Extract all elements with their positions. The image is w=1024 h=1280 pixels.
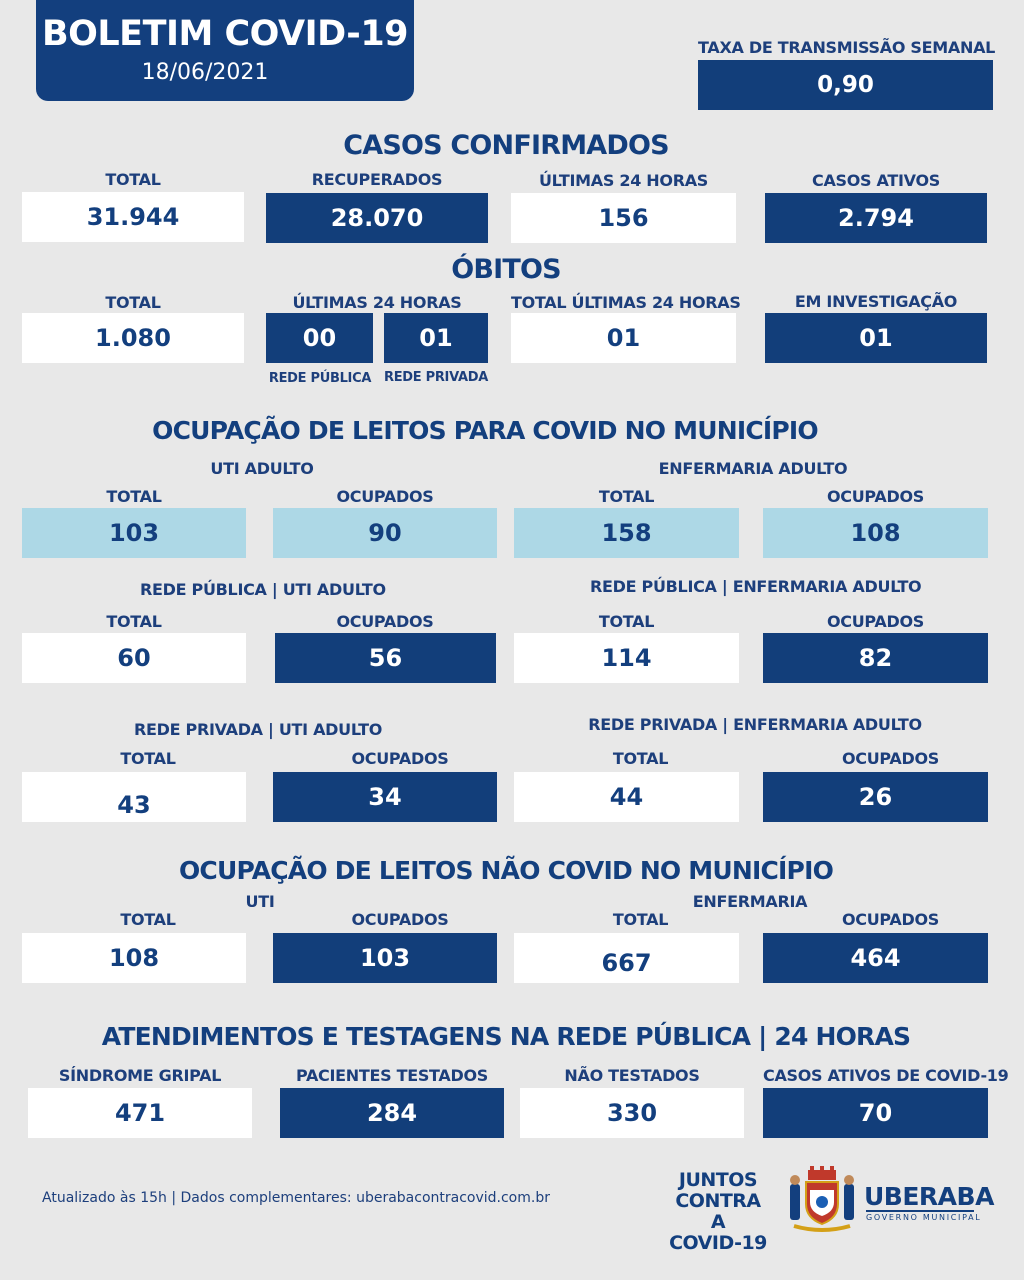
pub-uti-ocupados-label: OCUPADOS bbox=[336, 612, 434, 631]
casos-total-value: 31.944 bbox=[22, 192, 244, 242]
coat-of-arms-icon bbox=[786, 1166, 858, 1234]
city-subtitle: GOVERNO MUNICIPAL bbox=[866, 1210, 974, 1222]
priv-enf-label: REDE PRIVADA | ENFERMARIA ADULTO bbox=[588, 715, 922, 734]
pub-uti-total-value: 60 bbox=[22, 633, 246, 683]
uti-ocupados-value: 90 bbox=[273, 508, 497, 558]
pub-enf-ocupados-value: 82 bbox=[763, 633, 988, 683]
casos-recuperados-label: RECUPERADOS bbox=[311, 170, 443, 189]
obitos-total-label: TOTAL bbox=[105, 293, 161, 312]
nc-uti-ocupados-value: 103 bbox=[273, 933, 497, 983]
casos-title: CASOS CONFIRMADOS bbox=[343, 130, 669, 161]
priv-enf-total-value: 44 bbox=[514, 772, 739, 822]
nc-uti-total-value: 108 bbox=[22, 933, 246, 983]
obitos-total24-value: 01 bbox=[511, 313, 736, 363]
nc-enf-ocupados-value: 464 bbox=[763, 933, 988, 983]
priv-uti-total-value: 43 bbox=[22, 772, 246, 822]
priv-uti-label: REDE PRIVADA | UTI ADULTO bbox=[133, 720, 382, 739]
taxa-label: TAXA DE TRANSMISSÃO SEMANAL bbox=[698, 38, 996, 57]
pub-uti-label: REDE PÚBLICA | UTI ADULTO bbox=[140, 580, 386, 599]
obitos-total-value: 1.080 bbox=[22, 313, 244, 363]
enf-total-label: TOTAL bbox=[598, 487, 655, 506]
nao-covid-title: OCUPAÇÃO DE LEITOS NÃO COVID NO MUNICÍPIO bbox=[178, 856, 834, 885]
obitos-investigacao-value: 01 bbox=[765, 313, 987, 363]
priv-uti-ocupados-value: 34 bbox=[273, 772, 497, 822]
priv-uti-total-label: TOTAL bbox=[120, 749, 176, 768]
atend-ativos-value: 70 bbox=[763, 1088, 988, 1138]
taxa-value: 0,90 bbox=[698, 60, 993, 110]
rede-privada-label: REDE PRIVADA bbox=[384, 370, 488, 385]
pub-enf-label: REDE PÚBLICA | ENFERMARIA ADULTO bbox=[590, 577, 922, 596]
priv-uti-ocupados-label: OCUPADOS bbox=[351, 749, 449, 768]
bulletin-date: 18/06/2021 bbox=[141, 60, 269, 85]
page-title: BOLETIM COVID-19 bbox=[41, 14, 409, 54]
casos-24h-label: ÚLTIMAS 24 HORAS bbox=[538, 171, 709, 190]
covid-leitos-title: OCUPAÇÃO DE LEITOS PARA COVID NO MUNICÍPIO bbox=[152, 416, 818, 445]
sindrome-label: SÍNDROME GRIPAL bbox=[58, 1066, 222, 1085]
obitos-publica-value: 00 bbox=[266, 313, 373, 363]
enf-ocupados-value: 108 bbox=[763, 508, 988, 558]
nao-testados-label: NÃO TESTADOS bbox=[564, 1066, 700, 1085]
uti-adulto-label: UTI ADULTO bbox=[210, 459, 314, 478]
casos-ativos-value: 2.794 bbox=[765, 193, 987, 243]
uti-ocupados-label: OCUPADOS bbox=[336, 487, 434, 506]
pub-uti-total-label: TOTAL bbox=[106, 612, 162, 631]
juntos-logo bbox=[666, 1170, 770, 1254]
obitos-privada-value: 01 bbox=[384, 313, 488, 363]
nc-uti-label: UTI bbox=[245, 892, 275, 911]
nc-uti-ocupados-label: OCUPADOS bbox=[351, 910, 449, 929]
nc-enf-total-value: 667 bbox=[514, 933, 739, 983]
nc-enf-total-label: TOTAL bbox=[612, 910, 669, 929]
priv-enf-ocupados-label: OCUPADOS bbox=[842, 749, 939, 768]
casos-24h-value: 156 bbox=[511, 193, 736, 243]
atend-ativos-label: CASOS ATIVOS DE COVID-19 bbox=[763, 1066, 1009, 1085]
enf-ocupados-label: OCUPADOS bbox=[827, 487, 924, 506]
juntos-line-2: CONTRA A bbox=[675, 1190, 761, 1233]
city-name: UBERABA bbox=[864, 1182, 994, 1211]
casos-ativos-label: CASOS ATIVOS bbox=[812, 171, 940, 190]
pub-enf-ocupados-label: OCUPADOS bbox=[827, 612, 924, 631]
juntos-line-1: JUNTOS bbox=[678, 1169, 758, 1191]
nc-uti-total-label: TOTAL bbox=[120, 910, 176, 929]
pub-enf-total-value: 114 bbox=[514, 633, 739, 683]
nc-enf-ocupados-label: OCUPADOS bbox=[842, 910, 939, 929]
obitos-24h-label: ÚLTIMAS 24 HORAS bbox=[292, 293, 462, 312]
enf-adulto-label: ENFERMARIA ADULTO bbox=[658, 459, 848, 478]
obitos-total24-label: TOTAL ÚLTIMAS 24 HORAS bbox=[511, 293, 741, 312]
testados-value: 284 bbox=[280, 1088, 504, 1138]
footer-note: Atualizado às 15h | Dados complementares: uberabacontracovid.com.br bbox=[42, 1190, 550, 1206]
casos-total-label: TOTAL bbox=[105, 170, 161, 189]
enf-total-value: 158 bbox=[514, 508, 739, 558]
uti-total-label: TOTAL bbox=[106, 487, 162, 506]
atendimentos-title: ATENDIMENTOS E TESTAGENS NA REDE PÚBLICA | 24 HORAS bbox=[101, 1022, 911, 1051]
obitos-title: ÓBITOS bbox=[451, 254, 561, 285]
testados-label: PACIENTES TESTADOS bbox=[295, 1066, 489, 1085]
sindrome-value: 471 bbox=[28, 1088, 252, 1138]
nao-testados-value: 330 bbox=[520, 1088, 744, 1138]
casos-recuperados-value: 28.070 bbox=[266, 193, 488, 243]
obitos-investigacao-label: EM INVESTIGAÇÃO bbox=[794, 292, 958, 311]
priv-enf-ocupados-value: 26 bbox=[763, 772, 988, 822]
juntos-line-3: COVID-19 bbox=[669, 1232, 767, 1254]
pub-enf-total-label: TOTAL bbox=[598, 612, 655, 631]
rede-publica-label: REDE PÚBLICA bbox=[268, 371, 372, 386]
uti-total-value: 103 bbox=[22, 508, 246, 558]
priv-enf-total-label: TOTAL bbox=[612, 749, 669, 768]
pub-uti-ocupados-value: 56 bbox=[275, 633, 496, 683]
nc-enf-label: ENFERMARIA bbox=[692, 892, 808, 911]
